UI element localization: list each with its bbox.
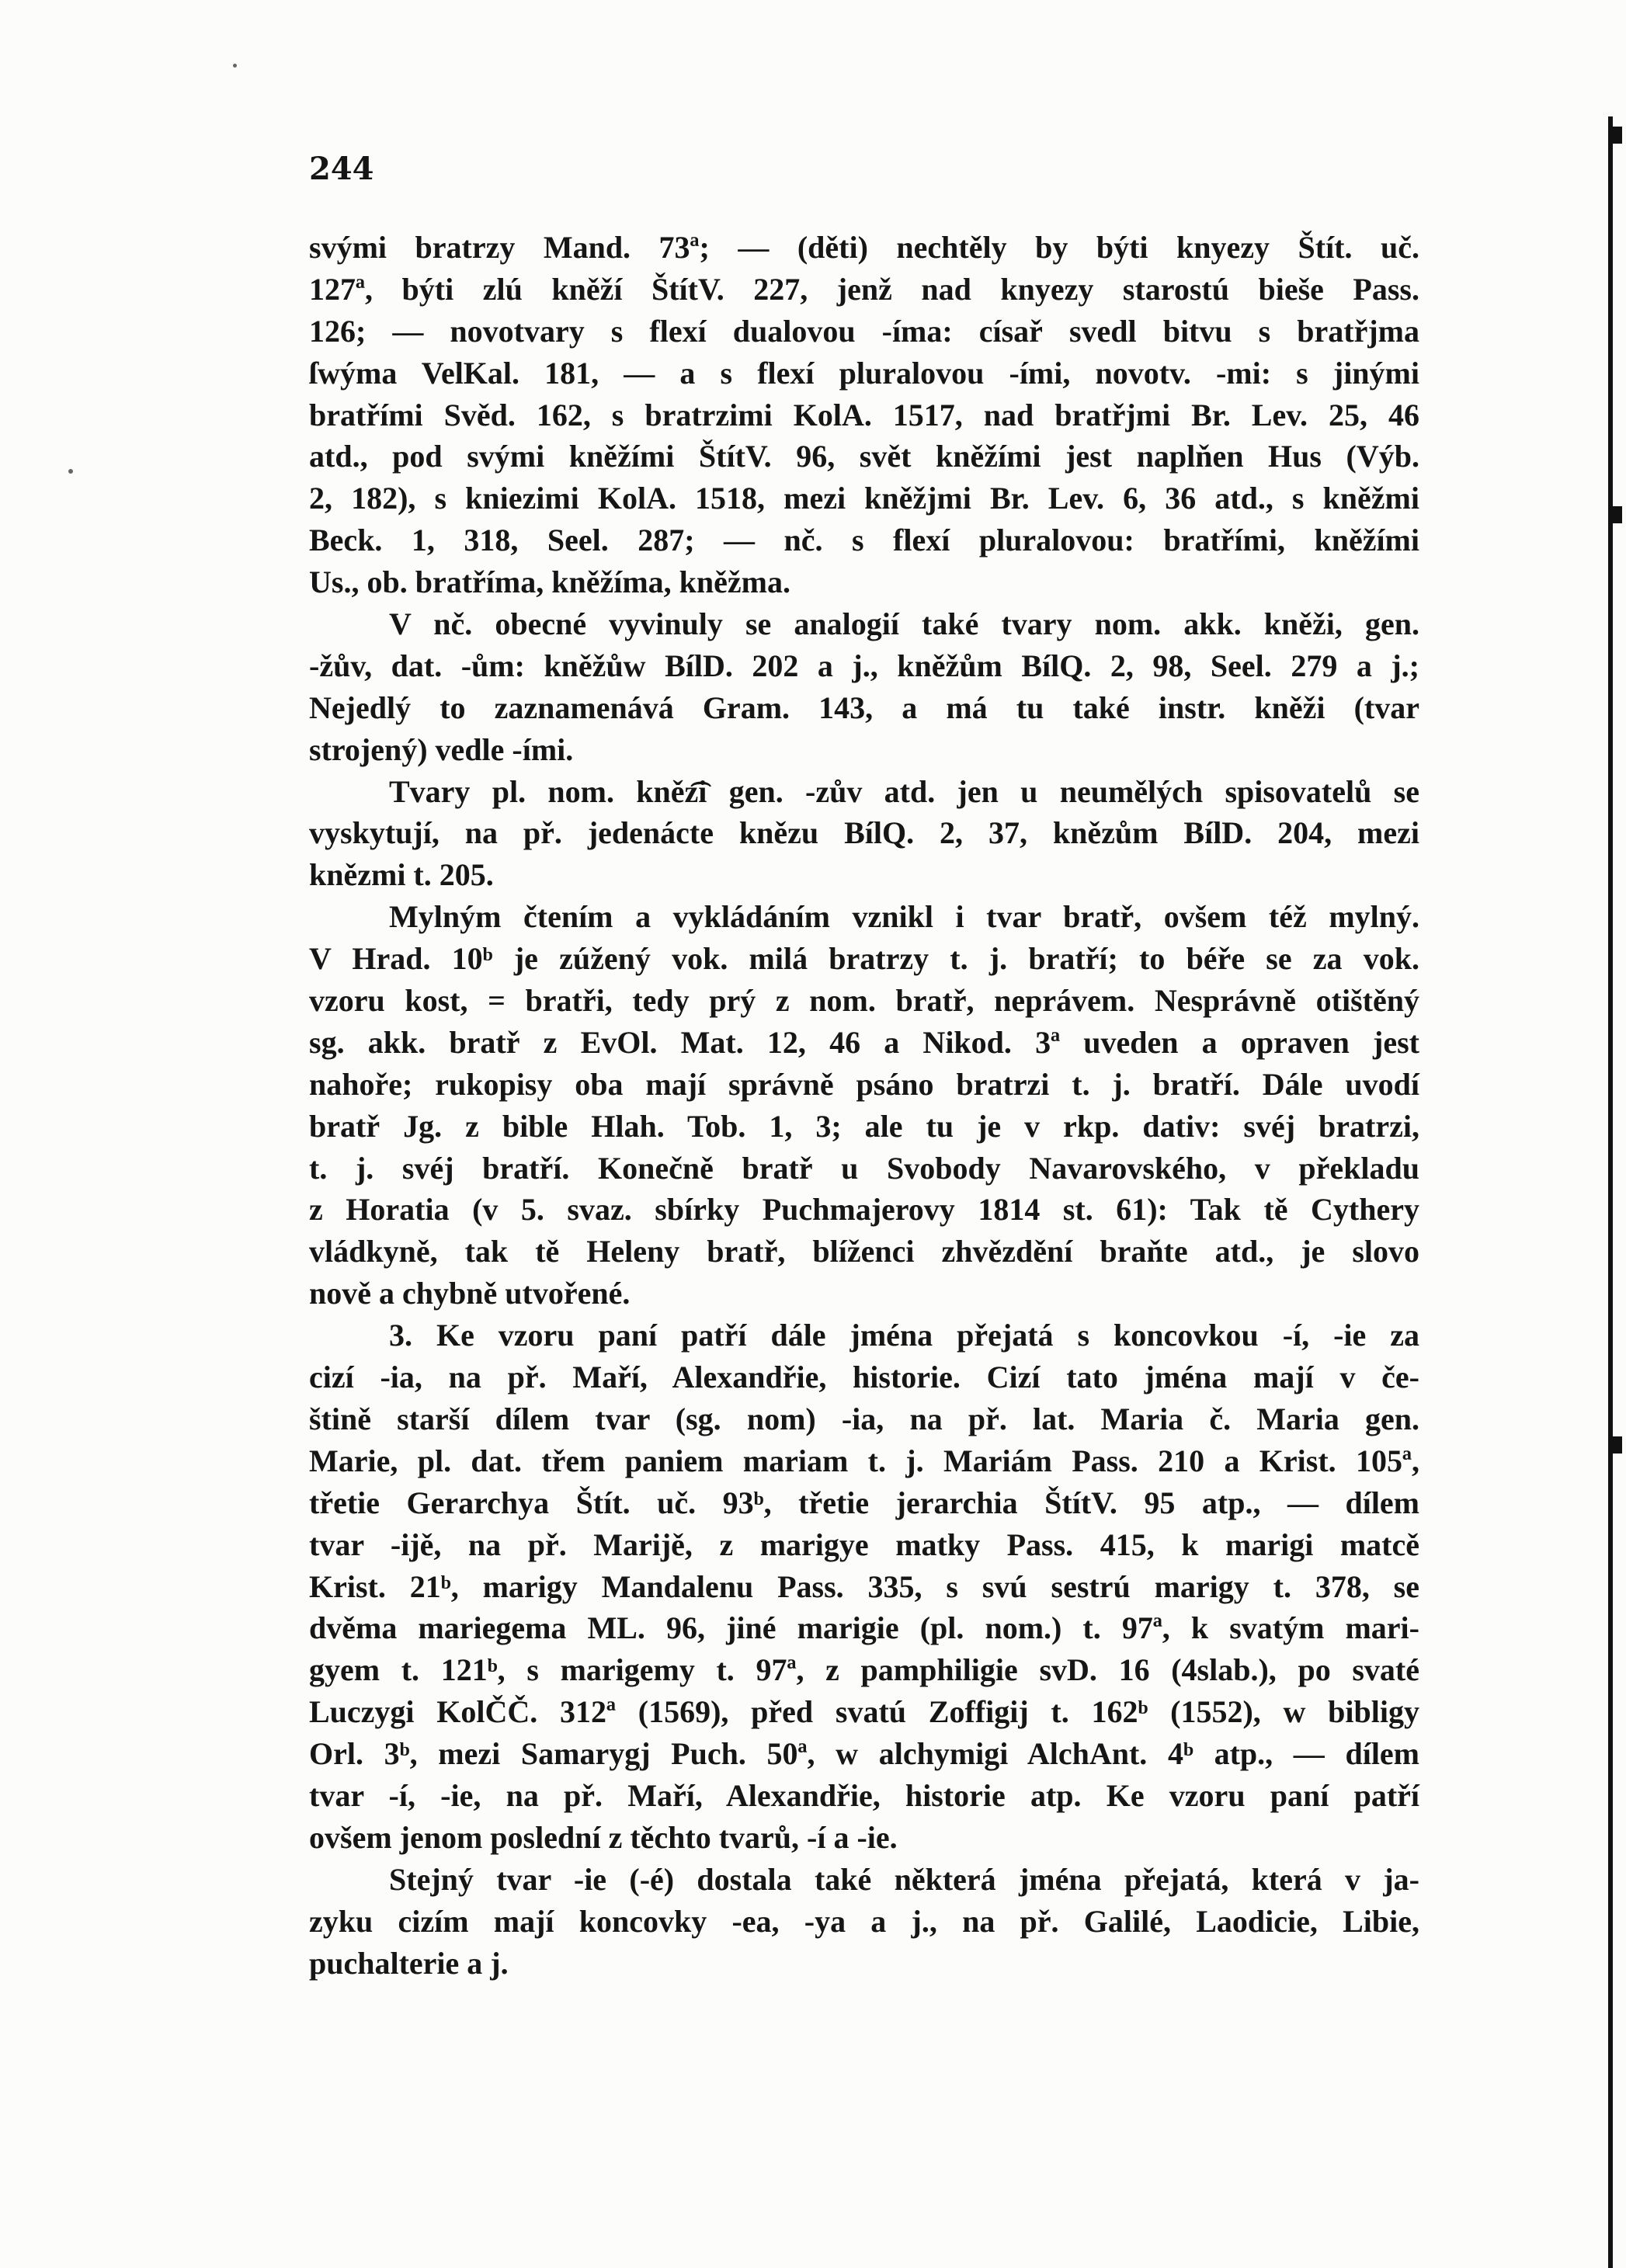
dust-speck (233, 64, 237, 68)
text-line: V Hrad. 10ᵇ je zúžený vok. milá bratrzy t. j. bratří; to béře se za vok. (309, 941, 1419, 977)
text-line: puchalterie a j. (309, 1945, 509, 1981)
text-line: vyskytují, na př. jedenácte knězu BílQ. 2, 37, knězům BílD. 204, mezi (309, 815, 1419, 851)
text-line: nově a chybně utvořené. (309, 1276, 631, 1311)
text-line: bratř Jg. z bible Hlah. Tob. 1, 3; ale tu je v rkp. dativ: svéj bratrzi, (309, 1108, 1419, 1144)
page-edge-line (1608, 116, 1613, 2268)
text-line: gyem t. 121ᵇ, s marigemy t. 97ª, z pamphiligie svD. 16 (4slab.), po svaté (309, 1652, 1419, 1688)
text-line: Mylným čtením a vykládáním vznikl i tvar bratř, ovšem též mylný. (389, 899, 1419, 935)
text-line: třetie Gerarchya Štít. uč. 93ᵇ, třetie jerarchia ŠtítV. 95 atp., — dílem (309, 1485, 1419, 1520)
text-line: Nejedlý to zaznamenává Gram. 143, a má tu také instr. kněži (tvar (309, 689, 1419, 725)
text-line: ſwýma VelKal. 181, — a s flexí pluralovou -ími, novotv. -mi: s jinými (309, 355, 1419, 391)
text-line: V nč. obecné vyvinuly se analogií také tvary nom. akk. kněži, gen. (389, 606, 1419, 642)
text-line: 127ª, býti zlú kněží ŠtítV. 227, jenž nad knyezy starostú bieše Pass. (309, 271, 1419, 307)
text-line: Us., ob. bratříma, kněžíma, kněžma. (309, 564, 790, 600)
page-edge-tick-lower (1608, 1436, 1622, 1454)
text-line: knězmi t. 205. (309, 857, 494, 893)
text-line: atd., pod svými kněžími ŠtítV. 96, svět kněžími jest naplňen Hus (Výb. (309, 439, 1419, 474)
page-edge-tick-top (1608, 127, 1622, 144)
text-line: 2, 182), s kniezimi KolA. 1518, mezi kněžjmi Br. Lev. 6, 36 atd., s kněžmi (309, 481, 1419, 516)
text-line: z Horatia (v 5. svaz. sbírky Puchmajerovy 1814 st. 61): Tak tě Cythery (309, 1192, 1419, 1228)
page-edge-tick-middle (1608, 506, 1622, 523)
dust-speck (68, 469, 73, 474)
text-line: sg. akk. bratř z EvOl. Mat. 12, 46 a Nikod. 3ª uveden a opraven jest (309, 1024, 1419, 1060)
text-line: 3. Ke vzoru paní patří dále jména přejatá s koncovkou -í, -ie za (389, 1318, 1419, 1353)
page-number: 244 (309, 151, 374, 187)
text-line: 126; — novotvary s flexí dualovou -íma: císař svedl bitvu s bratřjma (309, 313, 1419, 349)
text-line: -žův, dat. -ům: kněžůw BílD. 202 a j., kněžům BílQ. 2, 98, Seel. 279 a j.; (309, 648, 1419, 683)
text-line: vzoru kost, = bratři, tedy prý z nom. bratř, neprávem. Nesprávně otištěný (309, 983, 1419, 1019)
text-line: Beck. 1, 318, Seel. 287; — nč. s flexí pluralovou: bratřími, kněžími (309, 523, 1419, 558)
body-text (309, 227, 1419, 1984)
text-line: dvěma mariegema ML. 96, jiné marigie (pl. nom.) t. 97ª, k svatým mari- (309, 1610, 1419, 1646)
text-line: strojený) vedle -ími. (309, 731, 574, 767)
text-line: štině starší dílem tvar (sg. nom) -ia, na př. lat. Maria č. Maria gen. (309, 1401, 1419, 1436)
text-line: bratřími Svěd. 162, s bratrzimi KolA. 1517, nad bratřjmi Br. Lev. 25, 46 (309, 397, 1419, 432)
text-line: zyku cizím mají koncovky -ea, -ya a j., na př. Galilé, Laodicie, Libie, (309, 1903, 1419, 1939)
text-line: Tvary pl. nom. kněz͡i gen. -zův atd. jen u neumělých spisovatelů se (389, 773, 1419, 809)
text-line: tvar -í, -ie, na př. Maří, Alexandřie, historie atp. Ke vzoru paní patří (309, 1777, 1419, 1813)
text-line: svými bratrzy Mand. 73ª; — (děti) nechtěly by býti knyezy Štít. uč. (309, 230, 1419, 265)
text-line: tvar -ijě, na př. Marijě, z marigye matky Pass. 415, k marigi matcě (309, 1526, 1419, 1562)
text-line: Krist. 21ᵇ, marigy Mandalenu Pass. 335, s svú sestrú marigy t. 378, se (309, 1568, 1419, 1604)
text-line: Stejný tvar -ie (-é) dostala také některá jména přejatá, která v ja- (389, 1861, 1419, 1897)
text-line: t. j. svéj bratří. Konečně bratř u Svobody Navarovského, v překladu (309, 1150, 1419, 1186)
text-line: cizí -ia, na př. Maří, Alexandřie, historie. Cizí tato jména mají v če- (309, 1360, 1419, 1395)
text-line: vládkyně, tak tě Heleny bratř, blíženci zhvězdění braňte atd., je slovo (309, 1234, 1419, 1269)
text-line: Luczygi KolČČ. 312ª (1569), před svatú Zoffigij t. 162ᵇ (1552), w bibligy (309, 1694, 1419, 1730)
text-line: Marie, pl. dat. třem paniem mariam t. j. Mariám Pass. 210 a Krist. 105ª, (309, 1443, 1419, 1478)
text-line: Orl. 3ᵇ, mezi Samarygj Puch. 50ª, w alchymigi AlchAnt. 4ᵇ atp., — dílem (309, 1736, 1419, 1772)
text-line: nahoře; rukopisy oba mají správně psáno bratrzi t. j. bratří. Dále uvodí (309, 1066, 1419, 1102)
text-line: ovšem jenom poslední z těchto tvarů, -í a -ie. (309, 1819, 898, 1855)
